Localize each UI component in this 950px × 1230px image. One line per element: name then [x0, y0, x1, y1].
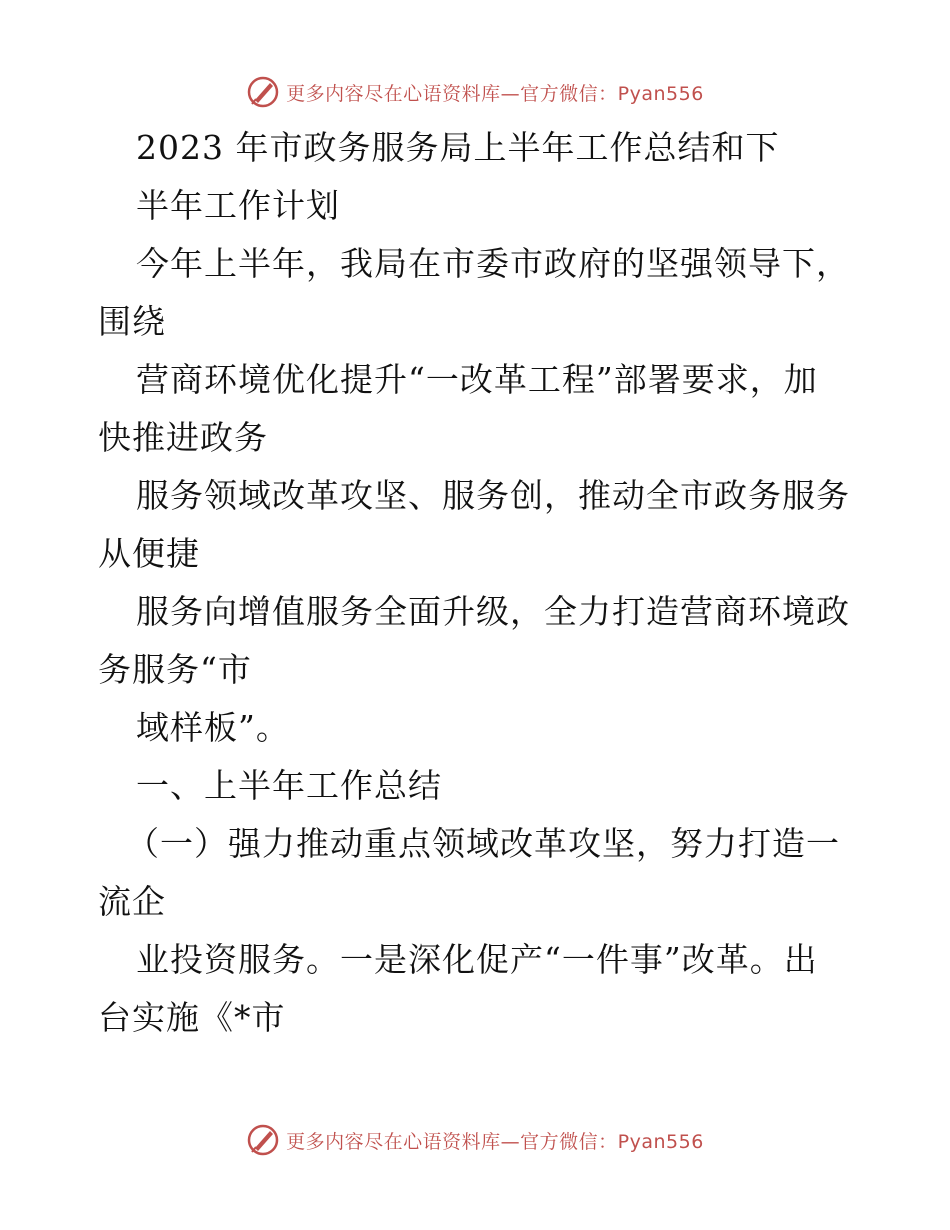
document-title-line-2: 半年工作计划 — [136, 186, 340, 225]
paragraph-line: 围绕 — [98, 302, 166, 341]
header-banner-text: 更多内容尽在心语资料库—官方微信：Pyan556 — [286, 82, 704, 105]
paragraph-line: 从便捷 — [98, 534, 200, 573]
paragraph-line: 服务领域改革攻坚、服务创，推动全市政务服务 — [136, 476, 850, 515]
paragraph-line: 域样板”。 — [136, 708, 290, 747]
section-heading: 一、上半年工作总结 — [136, 766, 442, 805]
paragraph-line: 营商环境优化提升“一改革工程”部署要求，加 — [136, 360, 818, 399]
paragraph-line: 流企 — [98, 882, 166, 921]
paragraph-line: 务服务“市 — [98, 650, 252, 689]
paragraph-line: 今年上半年，我局在市委市政府的坚强领导下， — [136, 244, 850, 283]
paragraph-line: 服务向增值服务全面升级，全力打造营商环境政 — [136, 592, 850, 631]
quill-logo-icon — [246, 1123, 280, 1157]
paragraph-line: 业投资服务。一是深化促产“一件事”改革。出 — [136, 940, 818, 979]
footer-banner — [0, 1120, 950, 1160]
subsection-heading-line: （一）强力推动重点领域改革攻坚，努力打造一 — [126, 824, 840, 863]
document-title-line-1: 2023 年市政务服务局上半年工作总结和下 — [136, 128, 780, 167]
paragraph-line: 快推进政务 — [98, 418, 268, 457]
quill-logo-icon — [246, 75, 280, 109]
paragraph-line: 台实施《*市 — [98, 998, 286, 1037]
header-banner — [0, 72, 950, 112]
footer-banner-text: 更多内容尽在心语资料库—官方微信：Pyan556 — [286, 1130, 704, 1153]
